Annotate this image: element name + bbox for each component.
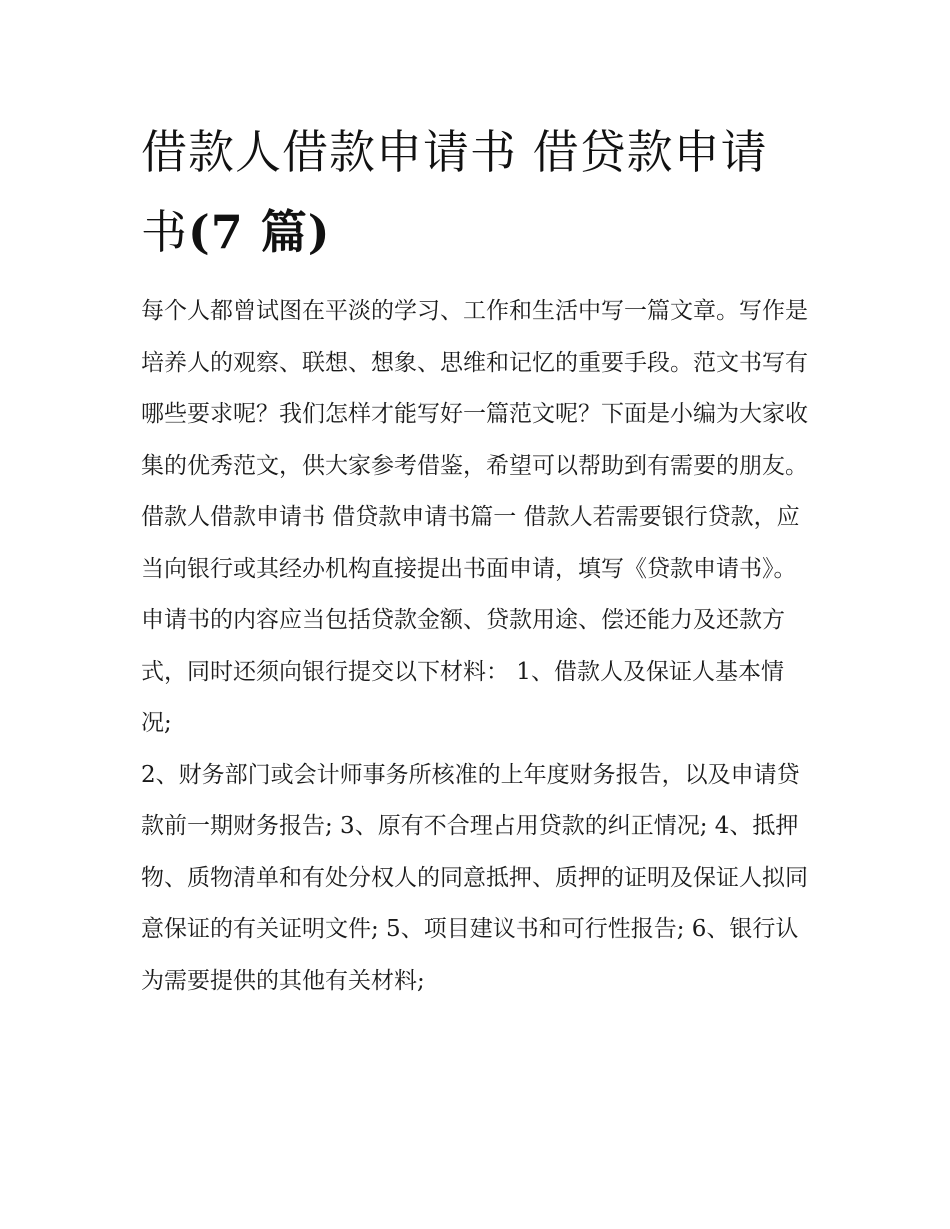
document-page [141,112,813,1007]
paragraph-application-content: 申请书的内容应当包括贷款金额、贷款用途、偿还能力及还款方式，同时还须向银行提交以下材料： 1、借款人及保证人基本情况; [141,607,785,736]
document-body [141,286,813,1007]
paragraph-materials-list: 2、财务部门或会计师事务所核准的上年度财务报告，以及申请贷款前一期财务报告; 3、原有不合理占用贷款的纠正情况; 4、抵押物、质物清单和有处分权人的同意抵押、质押的证明及保证人拟同意保证的有关证明文件; 5、项目建议书和可行性报告; 6、银行认为需要提供的其他有关材料; [141,761,808,994]
document-title [141,112,813,272]
paragraph-intro: 每个人都曾试图在平淡的学习、工作和生活中写一篇文章。写作是培养人的观察、联想、想象、思维和记忆的重要手段。范文书写有哪些要求呢？我们怎样才能写好一篇范文呢？下面是小编为大家收集的优秀范文，供大家参考借鉴，希望可以帮助到有需要的朋友。 [141,298,808,479]
paragraph-section-one: 借款人借款申请书 借贷款申请书篇一 借款人若需要银行贷款，应当向银行或其经办机构直接提出书面申请，填写《贷款申请书》。 [141,504,800,582]
document-title-main: 借款人借款申请书 借贷款申请书 [141,125,768,259]
document-title-suffix: (7 篇) [188,205,331,259]
